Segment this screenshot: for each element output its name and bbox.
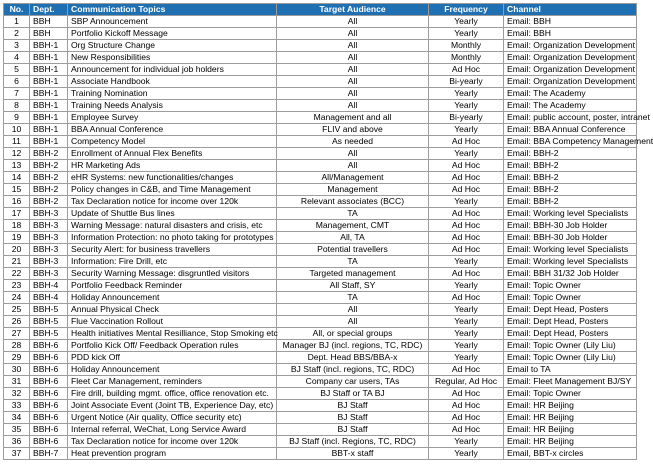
- cell-no: 25: [4, 304, 30, 316]
- cell-topic: Information Protection: no photo taking for prototypes: [68, 232, 277, 244]
- cell-topic: BBA Annual Conference: [68, 124, 277, 136]
- cell-no: 7: [4, 88, 30, 100]
- cell-channel: Email: BBH 31/32 Job Holder: [504, 268, 637, 280]
- cell-frequency: Yearly: [429, 88, 504, 100]
- communication-plan-sheet: [3, 3, 653, 460]
- cell-dept: BBH-1: [30, 136, 68, 148]
- cell-dept: BBH-3: [30, 268, 68, 280]
- table-row: [4, 388, 637, 400]
- cell-no: 16: [4, 196, 30, 208]
- table-row: [4, 316, 637, 328]
- cell-no: 18: [4, 220, 30, 232]
- cell-audience: All: [277, 100, 429, 112]
- table-row: [4, 304, 637, 316]
- cell-channel: Email: Organization Development: [504, 64, 637, 76]
- cell-audience: FLIV and above: [277, 124, 429, 136]
- header-topic: Communication Topics: [68, 4, 277, 16]
- cell-dept: BBH-5: [30, 304, 68, 316]
- cell-dept: BBH-3: [30, 244, 68, 256]
- cell-audience: All, TA: [277, 232, 429, 244]
- cell-topic: Heat prevention program: [68, 448, 277, 460]
- cell-dept: BBH-7: [30, 448, 68, 460]
- table-row: [4, 376, 637, 388]
- cell-no: 32: [4, 388, 30, 400]
- cell-no: 3: [4, 40, 30, 52]
- table-row: [4, 124, 637, 136]
- table-row: [4, 280, 637, 292]
- cell-dept: BBH-3: [30, 208, 68, 220]
- table-row: [4, 292, 637, 304]
- cell-channel: Email: Organization Development: [504, 52, 637, 64]
- cell-audience: Management and all: [277, 112, 429, 124]
- table-row: [4, 64, 637, 76]
- cell-no: 9: [4, 112, 30, 124]
- cell-no: 22: [4, 268, 30, 280]
- cell-topic: Urgent Notice (Air quality, Office security etc): [68, 412, 277, 424]
- cell-frequency: Ad Hoc: [429, 64, 504, 76]
- cell-dept: BBH-2: [30, 196, 68, 208]
- cell-dept: BBH-6: [30, 400, 68, 412]
- table-row: [4, 424, 637, 436]
- cell-topic: Portfolio Feedback Reminder: [68, 280, 277, 292]
- table-row: [4, 364, 637, 376]
- cell-channel: Email: BBA Competency Management: [504, 136, 637, 148]
- cell-topic: Org Structure Change: [68, 40, 277, 52]
- table-row: [4, 328, 637, 340]
- cell-frequency: Yearly: [429, 256, 504, 268]
- cell-topic: Portfolio Kickoff Message: [68, 28, 277, 40]
- cell-channel: Email: Topic Owner (Lily Liu): [504, 340, 637, 352]
- cell-channel: Email: Working level Specialists: [504, 256, 637, 268]
- cell-topic: Fleet Car Management, reminders: [68, 376, 277, 388]
- cell-dept: BBH-6: [30, 340, 68, 352]
- table-row: [4, 412, 637, 424]
- cell-frequency: Yearly: [429, 124, 504, 136]
- header-row: [4, 4, 637, 16]
- cell-dept: BBH-3: [30, 232, 68, 244]
- cell-no: 2: [4, 28, 30, 40]
- table-row: [4, 52, 637, 64]
- cell-audience: Management: [277, 184, 429, 196]
- cell-audience: All/Management: [277, 172, 429, 184]
- cell-channel: Email: BBH-30 Job Holder: [504, 220, 637, 232]
- table-row: [4, 232, 637, 244]
- cell-no: 26: [4, 316, 30, 328]
- cell-audience: All: [277, 52, 429, 64]
- cell-topic: Portfolio Kick Off/ Feedback Operation rules: [68, 340, 277, 352]
- cell-channel: Email: Topic Owner (Lily Liu): [504, 352, 637, 364]
- cell-channel: Email: The Academy: [504, 88, 637, 100]
- cell-audience: All: [277, 160, 429, 172]
- cell-audience: All: [277, 88, 429, 100]
- table-row: [4, 184, 637, 196]
- cell-topic: Internal referral, WeChat, Long Service Award: [68, 424, 277, 436]
- cell-channel: Email: HR Beijing: [504, 412, 637, 424]
- cell-no: 31: [4, 376, 30, 388]
- cell-frequency: Yearly: [429, 448, 504, 460]
- cell-no: 12: [4, 148, 30, 160]
- cell-frequency: Yearly: [429, 148, 504, 160]
- cell-channel: Email: Topic Owner: [504, 388, 637, 400]
- cell-frequency: Yearly: [429, 316, 504, 328]
- cell-dept: BBH-6: [30, 412, 68, 424]
- cell-frequency: Ad Hoc: [429, 292, 504, 304]
- cell-frequency: Yearly: [429, 28, 504, 40]
- cell-channel: Email: public account, poster, intranet: [504, 112, 637, 124]
- cell-topic: Security Warning Message: disgruntled visitors: [68, 268, 277, 280]
- header-frequency: Frequency: [429, 4, 504, 16]
- cell-channel: Email: HR Beijing: [504, 424, 637, 436]
- cell-dept: BBH-5: [30, 328, 68, 340]
- cell-dept: BBH-1: [30, 100, 68, 112]
- cell-no: 28: [4, 340, 30, 352]
- cell-channel: Email: Dept Head, Posters: [504, 304, 637, 316]
- cell-audience: All: [277, 64, 429, 76]
- cell-topic: Tax Declaration notice for income over 120k: [68, 196, 277, 208]
- cell-dept: BBH-6: [30, 424, 68, 436]
- table-body: [4, 16, 653, 460]
- table-row: [4, 160, 637, 172]
- cell-audience: All, or special groups: [277, 328, 429, 340]
- cell-frequency: Ad Hoc: [429, 172, 504, 184]
- cell-dept: BBH-5: [30, 316, 68, 328]
- table-row: [4, 340, 637, 352]
- cell-frequency: Ad Hoc: [429, 388, 504, 400]
- cell-dept: BBH-1: [30, 88, 68, 100]
- cell-channel: Email: BBH-2: [504, 148, 637, 160]
- cell-audience: BJ Staff: [277, 400, 429, 412]
- cell-audience: BJ Staff (incl. Regions, TC, RDC): [277, 436, 429, 448]
- cell-dept: BBH-6: [30, 436, 68, 448]
- table-row: [4, 436, 637, 448]
- cell-frequency: Yearly: [429, 100, 504, 112]
- cell-dept: BBH: [30, 28, 68, 40]
- cell-no: 13: [4, 160, 30, 172]
- cell-dept: BBH-6: [30, 364, 68, 376]
- cell-frequency: Yearly: [429, 328, 504, 340]
- cell-frequency: Ad Hoc: [429, 208, 504, 220]
- cell-audience: BJ Staff or TA BJ: [277, 388, 429, 400]
- cell-no: 11: [4, 136, 30, 148]
- cell-channel: Email: Dept Head, Posters: [504, 316, 637, 328]
- cell-topic: SBP Announcement: [68, 16, 277, 28]
- cell-no: 23: [4, 280, 30, 292]
- cell-audience: As needed: [277, 136, 429, 148]
- cell-frequency: Ad Hoc: [429, 364, 504, 376]
- cell-audience: All: [277, 16, 429, 28]
- cell-no: 33: [4, 400, 30, 412]
- cell-audience: All: [277, 28, 429, 40]
- cell-dept: BBH-6: [30, 388, 68, 400]
- cell-dept: BBH-1: [30, 64, 68, 76]
- communication-plan-table: [3, 3, 653, 460]
- cell-no: 8: [4, 100, 30, 112]
- cell-channel: Email: BBH: [504, 28, 637, 40]
- cell-topic: Warning Message: natural disasters and crisis, etc: [68, 220, 277, 232]
- table-row: [4, 244, 637, 256]
- cell-frequency: Regular, Ad Hoc: [429, 376, 504, 388]
- table-row: [4, 40, 637, 52]
- cell-dept: BBH-1: [30, 52, 68, 64]
- cell-frequency: Yearly: [429, 436, 504, 448]
- cell-channel: Email: Fleet Management BJ/SY: [504, 376, 637, 388]
- cell-frequency: Ad Hoc: [429, 232, 504, 244]
- cell-channel: Email: BBH-30 Job Holder: [504, 232, 637, 244]
- cell-no: 14: [4, 172, 30, 184]
- cell-dept: BBH-3: [30, 256, 68, 268]
- cell-channel: Email: Working level Specialists: [504, 244, 637, 256]
- table-row: [4, 136, 637, 148]
- header-channel: Channel: [504, 4, 637, 16]
- cell-frequency: Yearly: [429, 304, 504, 316]
- cell-frequency: Ad Hoc: [429, 268, 504, 280]
- cell-audience: BJ Staff: [277, 412, 429, 424]
- cell-dept: BBH-3: [30, 220, 68, 232]
- table-row: [4, 400, 637, 412]
- table-row: [4, 100, 637, 112]
- cell-frequency: Ad Hoc: [429, 244, 504, 256]
- cell-topic: eHR Systems: new functionalities/changes: [68, 172, 277, 184]
- cell-topic: Information: Fire Drill, etc: [68, 256, 277, 268]
- cell-audience: Potential travellers: [277, 244, 429, 256]
- table-row: [4, 28, 637, 40]
- cell-channel: Email: BBH: [504, 16, 637, 28]
- cell-audience: All: [277, 304, 429, 316]
- cell-topic: HR Marketing Ads: [68, 160, 277, 172]
- cell-topic: Training Needs Analysis: [68, 100, 277, 112]
- table-row: [4, 448, 637, 460]
- cell-frequency: Monthly: [429, 40, 504, 52]
- cell-channel: Email: Dept Head, Posters: [504, 328, 637, 340]
- cell-frequency: Yearly: [429, 340, 504, 352]
- cell-audience: All: [277, 40, 429, 52]
- cell-topic: Training Nomination: [68, 88, 277, 100]
- cell-channel: Email: The Academy: [504, 100, 637, 112]
- cell-channel: Email: HR Beijing: [504, 436, 637, 448]
- cell-no: 37: [4, 448, 30, 460]
- cell-no: 20: [4, 244, 30, 256]
- cell-topic: PDD kick Off: [68, 352, 277, 364]
- cell-dept: BBH-4: [30, 292, 68, 304]
- cell-frequency: Ad Hoc: [429, 424, 504, 436]
- cell-topic: Holiday Announcement: [68, 364, 277, 376]
- cell-audience: Manager BJ (incl. regions, TC, RDC): [277, 340, 429, 352]
- cell-no: 29: [4, 352, 30, 364]
- table-row: [4, 148, 637, 160]
- cell-topic: Fire drill, building mgmt. office, office renovation etc.: [68, 388, 277, 400]
- cell-frequency: Bi-yearly: [429, 112, 504, 124]
- cell-no: 34: [4, 412, 30, 424]
- cell-channel: Email: Organization Development: [504, 40, 637, 52]
- cell-topic: Employee Survey: [68, 112, 277, 124]
- cell-topic: Competency Model: [68, 136, 277, 148]
- table-row: [4, 88, 637, 100]
- cell-channel: Email: BBH-2: [504, 172, 637, 184]
- cell-no: 1: [4, 16, 30, 28]
- cell-audience: All: [277, 148, 429, 160]
- table-row: [4, 268, 637, 280]
- cell-audience: Targeted management: [277, 268, 429, 280]
- cell-no: 5: [4, 64, 30, 76]
- cell-audience: BJ Staff (incl. regions, TC, RDC): [277, 364, 429, 376]
- cell-audience: Relevant associates (BCC): [277, 196, 429, 208]
- cell-dept: BBH-1: [30, 40, 68, 52]
- cell-channel: Email: Topic Owner: [504, 292, 637, 304]
- cell-topic: Announcement for individual job holders: [68, 64, 277, 76]
- cell-no: 30: [4, 364, 30, 376]
- cell-dept: BBH-2: [30, 184, 68, 196]
- cell-audience: TA: [277, 208, 429, 220]
- table-row: [4, 196, 637, 208]
- cell-dept: BBH-1: [30, 124, 68, 136]
- cell-topic: Holiday Announcement: [68, 292, 277, 304]
- cell-no: 36: [4, 436, 30, 448]
- cell-frequency: Ad Hoc: [429, 136, 504, 148]
- header-no: No.: [4, 4, 30, 16]
- cell-audience: All: [277, 316, 429, 328]
- cell-frequency: Ad Hoc: [429, 220, 504, 232]
- cell-dept: BBH-1: [30, 76, 68, 88]
- table-row: [4, 172, 637, 184]
- cell-channel: Email: Working level Specialists: [504, 208, 637, 220]
- table-row: [4, 208, 637, 220]
- table-row: [4, 76, 637, 88]
- cell-audience: All: [277, 76, 429, 88]
- cell-audience: Management, CMT: [277, 220, 429, 232]
- cell-channel: Email: BBH-2: [504, 184, 637, 196]
- cell-channel: Email: Organization Development: [504, 76, 637, 88]
- cell-channel: Email: Topic Owner: [504, 280, 637, 292]
- cell-channel: Email: HR Beijing: [504, 400, 637, 412]
- cell-no: 6: [4, 76, 30, 88]
- table-row: [4, 220, 637, 232]
- cell-topic: Security Alert: for business travellers: [68, 244, 277, 256]
- cell-no: 35: [4, 424, 30, 436]
- cell-dept: BBH-2: [30, 148, 68, 160]
- cell-frequency: Monthly: [429, 52, 504, 64]
- cell-dept: BBH-6: [30, 352, 68, 364]
- cell-dept: BBH-4: [30, 280, 68, 292]
- cell-audience: TA: [277, 256, 429, 268]
- cell-frequency: Ad Hoc: [429, 400, 504, 412]
- cell-audience: BBT-x staff: [277, 448, 429, 460]
- cell-frequency: Yearly: [429, 196, 504, 208]
- cell-topic: Joint Associate Event (Joint TB, Experience Day, etc): [68, 400, 277, 412]
- cell-frequency: Yearly: [429, 280, 504, 292]
- cell-frequency: Ad Hoc: [429, 184, 504, 196]
- header-audience: Target Audience: [277, 4, 429, 16]
- cell-topic: Associate Handbook: [68, 76, 277, 88]
- cell-no: 10: [4, 124, 30, 136]
- cell-topic: Annual Physical Check: [68, 304, 277, 316]
- cell-frequency: Ad Hoc: [429, 412, 504, 424]
- cell-topic: Update of Shuttle Bus lines: [68, 208, 277, 220]
- table-row: [4, 16, 637, 28]
- cell-dept: BBH-2: [30, 172, 68, 184]
- cell-topic: Tax Declaration notice for income over 120k: [68, 436, 277, 448]
- cell-frequency: Yearly: [429, 352, 504, 364]
- cell-audience: All Staff, SY: [277, 280, 429, 292]
- cell-channel: Email: BBH-2: [504, 196, 637, 208]
- cell-no: 17: [4, 208, 30, 220]
- table-row: [4, 352, 637, 364]
- cell-no: 24: [4, 292, 30, 304]
- header-dept: Dept.: [30, 4, 68, 16]
- cell-no: 19: [4, 232, 30, 244]
- cell-audience: Dept. Head BBS/BBA-x: [277, 352, 429, 364]
- cell-no: 27: [4, 328, 30, 340]
- cell-topic: Policy changes in C&B, and Time Management: [68, 184, 277, 196]
- cell-no: 15: [4, 184, 30, 196]
- cell-topic: Health initiatives Mental Resilliance, Stop Smoking etc: [68, 328, 277, 340]
- table-row: [4, 256, 637, 268]
- cell-dept: BBH-2: [30, 160, 68, 172]
- cell-channel: Email: BBA Annual Conference: [504, 124, 637, 136]
- cell-audience: Company car users, TAs: [277, 376, 429, 388]
- cell-frequency: Bi-yearly: [429, 76, 504, 88]
- cell-topic: Enrollment of Annual Flex Benefits: [68, 148, 277, 160]
- cell-channel: Email: BBH-2: [504, 160, 637, 172]
- cell-topic: Flue Vaccination Rollout: [68, 316, 277, 328]
- cell-dept: BBH-1: [30, 112, 68, 124]
- cell-dept: BBH-6: [30, 376, 68, 388]
- cell-audience: BJ Staff: [277, 424, 429, 436]
- cell-topic: New Responsibilities: [68, 52, 277, 64]
- cell-channel: Email, BBT-x circles: [504, 448, 637, 460]
- cell-dept: BBH: [30, 16, 68, 28]
- cell-audience: TA: [277, 292, 429, 304]
- cell-no: 21: [4, 256, 30, 268]
- cell-channel: Email to TA: [504, 364, 637, 376]
- cell-frequency: Yearly: [429, 16, 504, 28]
- cell-frequency: Ad Hoc: [429, 160, 504, 172]
- cell-no: 4: [4, 52, 30, 64]
- table-row: [4, 112, 637, 124]
